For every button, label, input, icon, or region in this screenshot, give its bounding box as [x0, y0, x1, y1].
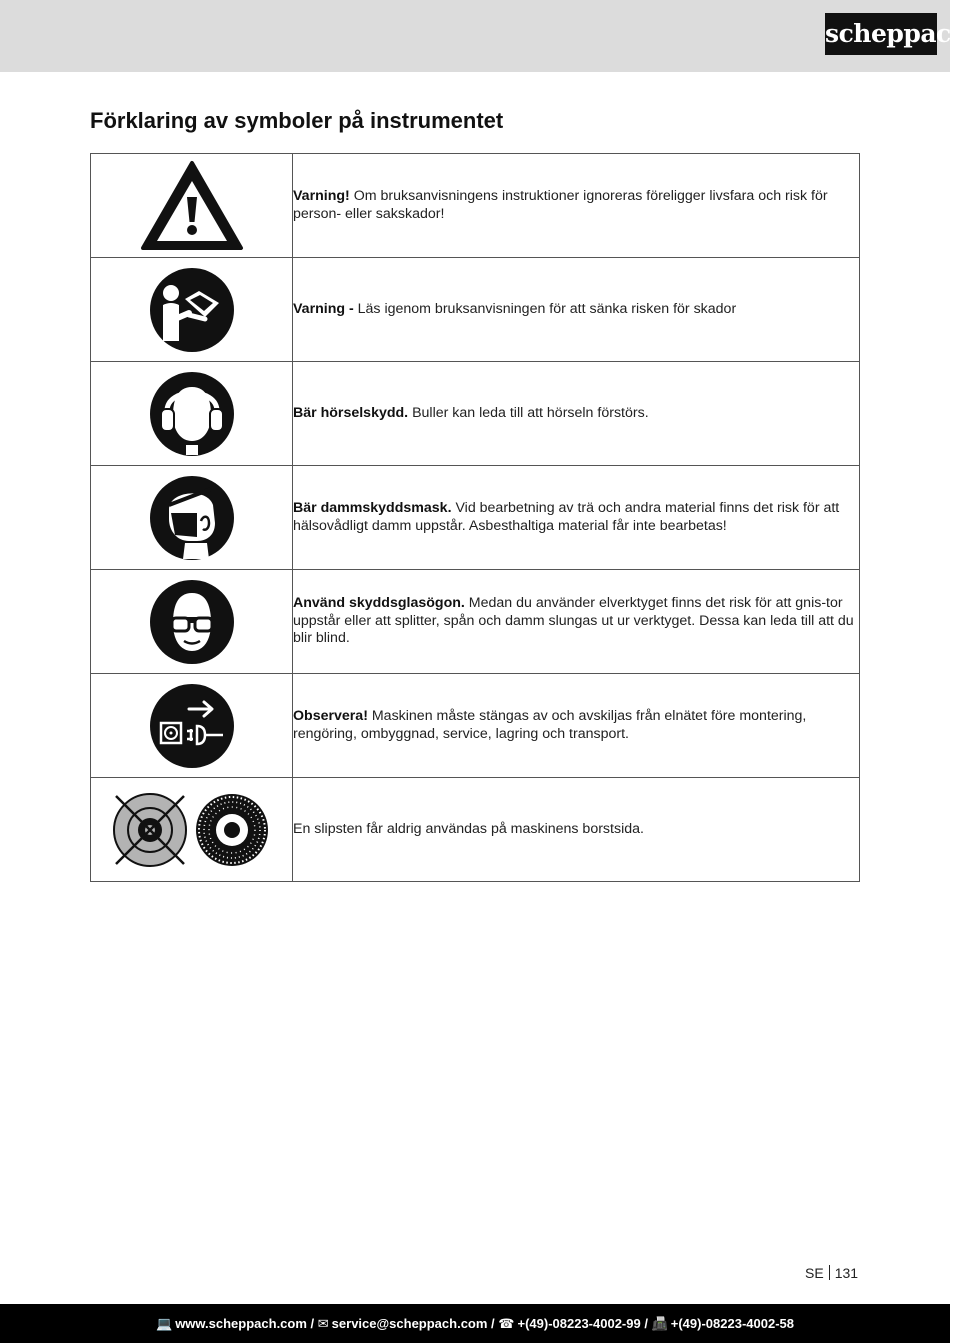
- symbol-description: Läs igenom bruksanvisningen för att sänka risken för skador: [353, 300, 737, 317]
- symbol-title: Bär dammskyddsmask.: [293, 500, 452, 516]
- symbol-description: Vid bearbetning av trä och andra material finns det risk för att hälsovådligt damm uppstår. Asbesthaltiga material får inte bearbetas!: [293, 500, 840, 534]
- page-number-value: 131: [834, 1265, 859, 1281]
- phone-icon: ☎: [498, 1316, 515, 1331]
- safety-goggles-icon: [149, 579, 235, 665]
- symbol-description: Medan du använder elverktyget finns det risk för att gnis-tor uppstår eller att splitter, spån och damm slungas ut ur verktyget. Dessa kan leda till att du blir blind.: [293, 595, 854, 647]
- symbols-table: [90, 153, 860, 882]
- symbol-description: Om bruksanvisningens instruktioner ignoreras föreligger livsfara och risk för person- eller sakskador!: [293, 188, 828, 222]
- table-row: [91, 154, 860, 258]
- hearing-protection-icon: [149, 371, 235, 457]
- footer-website[interactable]: www.scheppach.com /: [175, 1316, 315, 1331]
- footer-contact: [0, 1304, 950, 1343]
- unplug-icon: [149, 683, 235, 769]
- footer-fax: +(49)-08223-4002-58: [670, 1316, 794, 1331]
- footer-bar: [0, 1304, 950, 1343]
- page-language: SE: [805, 1265, 824, 1281]
- warning-triangle-icon: [139, 159, 245, 253]
- table-row: [91, 570, 860, 674]
- page-title: Förklaring av symboler på instrumentet: [90, 108, 504, 133]
- symbol-title: Varning!: [293, 188, 350, 204]
- page-number-separator: [829, 1265, 830, 1280]
- envelope-icon: ✉: [317, 1316, 329, 1331]
- footer-phone: +(49)-08223-4002-99 /: [517, 1316, 648, 1331]
- scheppach-logo: scheppach: [825, 13, 937, 55]
- fax-icon: 📠: [651, 1316, 668, 1331]
- symbol-description: Maskinen måste stängas av och avskiljas från elnätet före montering, rengöring, ombyggnad, service, lagring och transport.: [293, 708, 807, 742]
- computer-icon: 💻: [156, 1316, 173, 1331]
- page-number: [805, 1265, 858, 1281]
- header-band: [0, 0, 950, 72]
- symbol-title: Bär hörselskydd.: [293, 404, 409, 421]
- symbol-description: En slipsten får aldrig användas på maskinens borstsida.: [293, 820, 644, 837]
- read-manual-icon: [149, 267, 235, 353]
- dust-mask-icon: [149, 475, 235, 561]
- symbol-title: Använd skyddsglasögon.: [293, 595, 465, 612]
- symbol-title: Varning -: [293, 300, 354, 317]
- symbol-title: Observera!: [293, 708, 368, 724]
- table-row: [91, 258, 860, 362]
- table-row: [91, 362, 860, 466]
- table-row: [91, 778, 860, 882]
- no-grinding-on-brush-side-icon: [112, 790, 272, 870]
- table-row: [91, 674, 860, 778]
- symbol-description: Buller kan leda till att hörseln förstörs.: [408, 404, 649, 421]
- footer-email[interactable]: service@scheppach.com /: [331, 1316, 495, 1331]
- table-row: [91, 466, 860, 570]
